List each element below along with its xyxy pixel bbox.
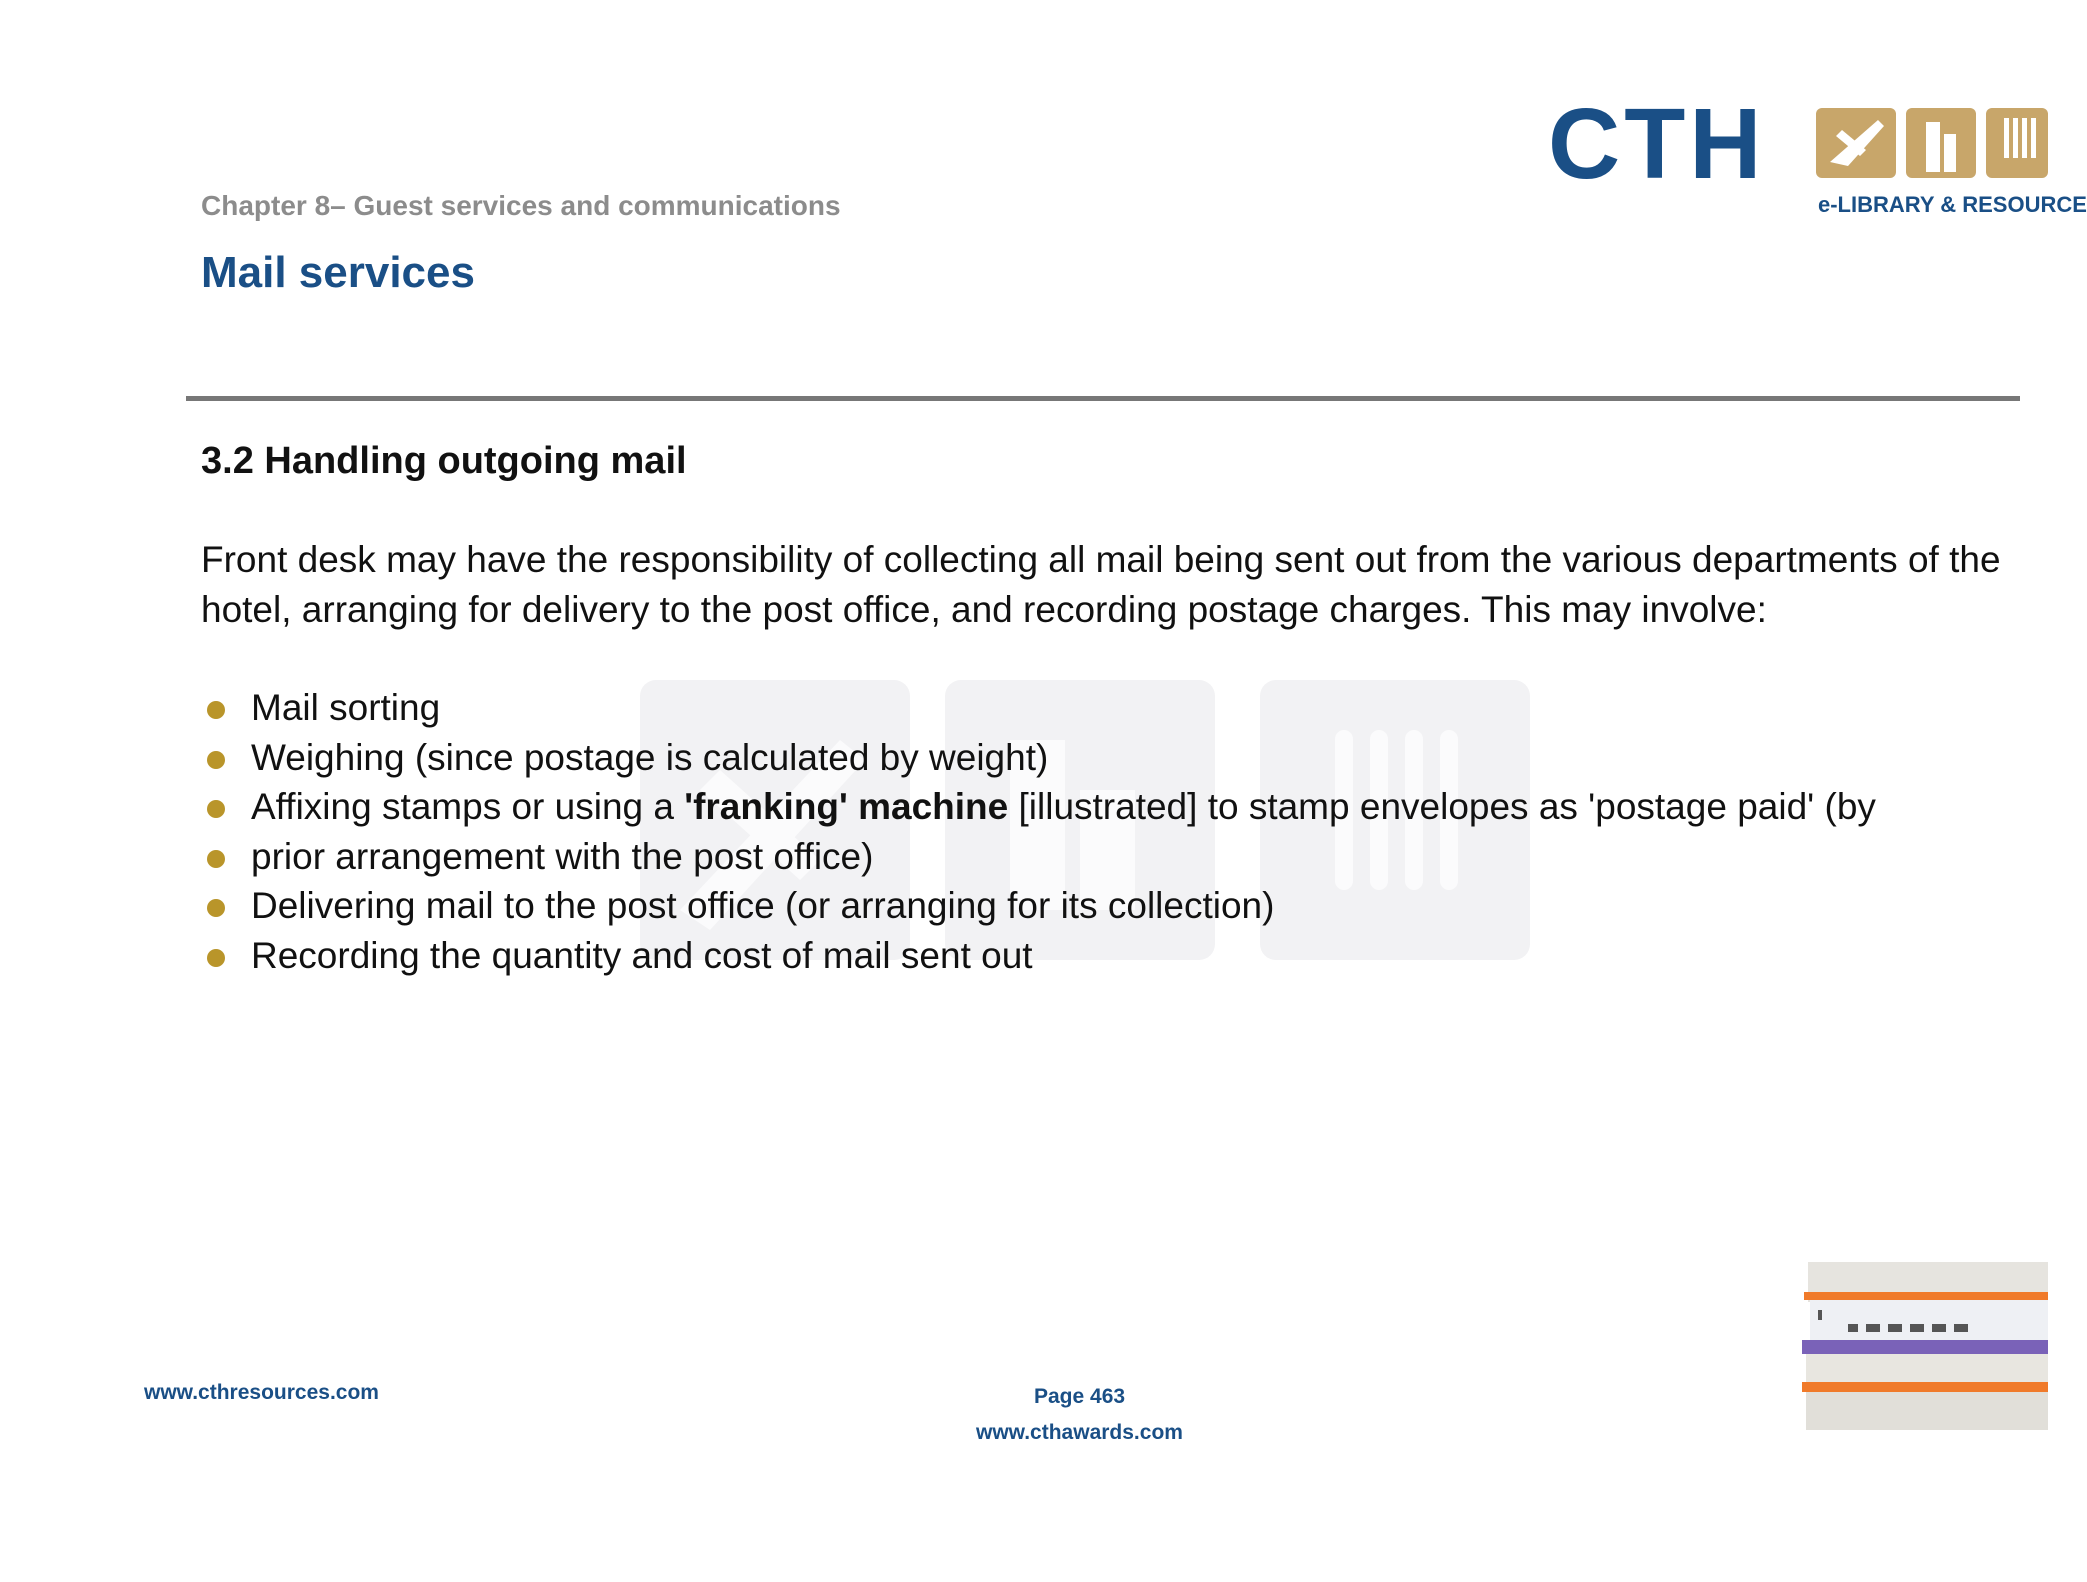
- building-icon: [1906, 108, 1976, 178]
- bullet-icon: [207, 949, 225, 967]
- footer-awards-link[interactable]: www.cthawards.com: [976, 1421, 1183, 1444]
- list-item: Mail sorting: [201, 683, 2031, 733]
- bullet-icon: [207, 701, 225, 719]
- logo-text: CTH: [1548, 88, 1766, 200]
- bullet-icon: [207, 800, 225, 818]
- bullet-icon: [207, 850, 225, 868]
- chapter-heading: Chapter 8– Guest services and communications: [201, 190, 841, 221]
- page-title: Mail services: [201, 248, 475, 297]
- plane-icon: [1816, 108, 1896, 178]
- books-illustration: [1798, 1262, 2048, 1432]
- list-item: prior arrangement with the post office): [201, 832, 2031, 882]
- bullet-list: [201, 683, 2031, 981]
- intro-paragraph: Front desk may have the responsibility of collecting all mail being sent out from the various departments of the hotel, arranging for delivery to the post office, and recording postage charges. This may involve:: [201, 539, 2001, 630]
- list-item: Recording the quantity and cost of mail sent out: [201, 931, 2031, 981]
- header-divider: [186, 396, 2020, 401]
- list-item: Weighing (since postage is calculated by weight): [201, 733, 2031, 783]
- bullet-icon: [207, 899, 225, 917]
- list-item: Delivering mail to the post office (or arranging for its collection): [201, 881, 2031, 931]
- bold-term: 'franking' machine: [684, 786, 1009, 828]
- footer-resources-link[interactable]: www.cthresources.com: [144, 1381, 379, 1404]
- bullet-icon: [207, 751, 225, 769]
- page-number: Page 463: [1034, 1385, 1126, 1408]
- fork-icon: [1986, 108, 2048, 178]
- section-heading: 3.2 Handling outgoing mail: [201, 440, 687, 482]
- logo-subtitle: e-LIBRARY & RESOURCE: [1818, 192, 2087, 217]
- list-item: Affixing stamps or using a 'franking' machine [illustrated] to stamp envelopes as 'postage paid' (by: [201, 782, 2031, 832]
